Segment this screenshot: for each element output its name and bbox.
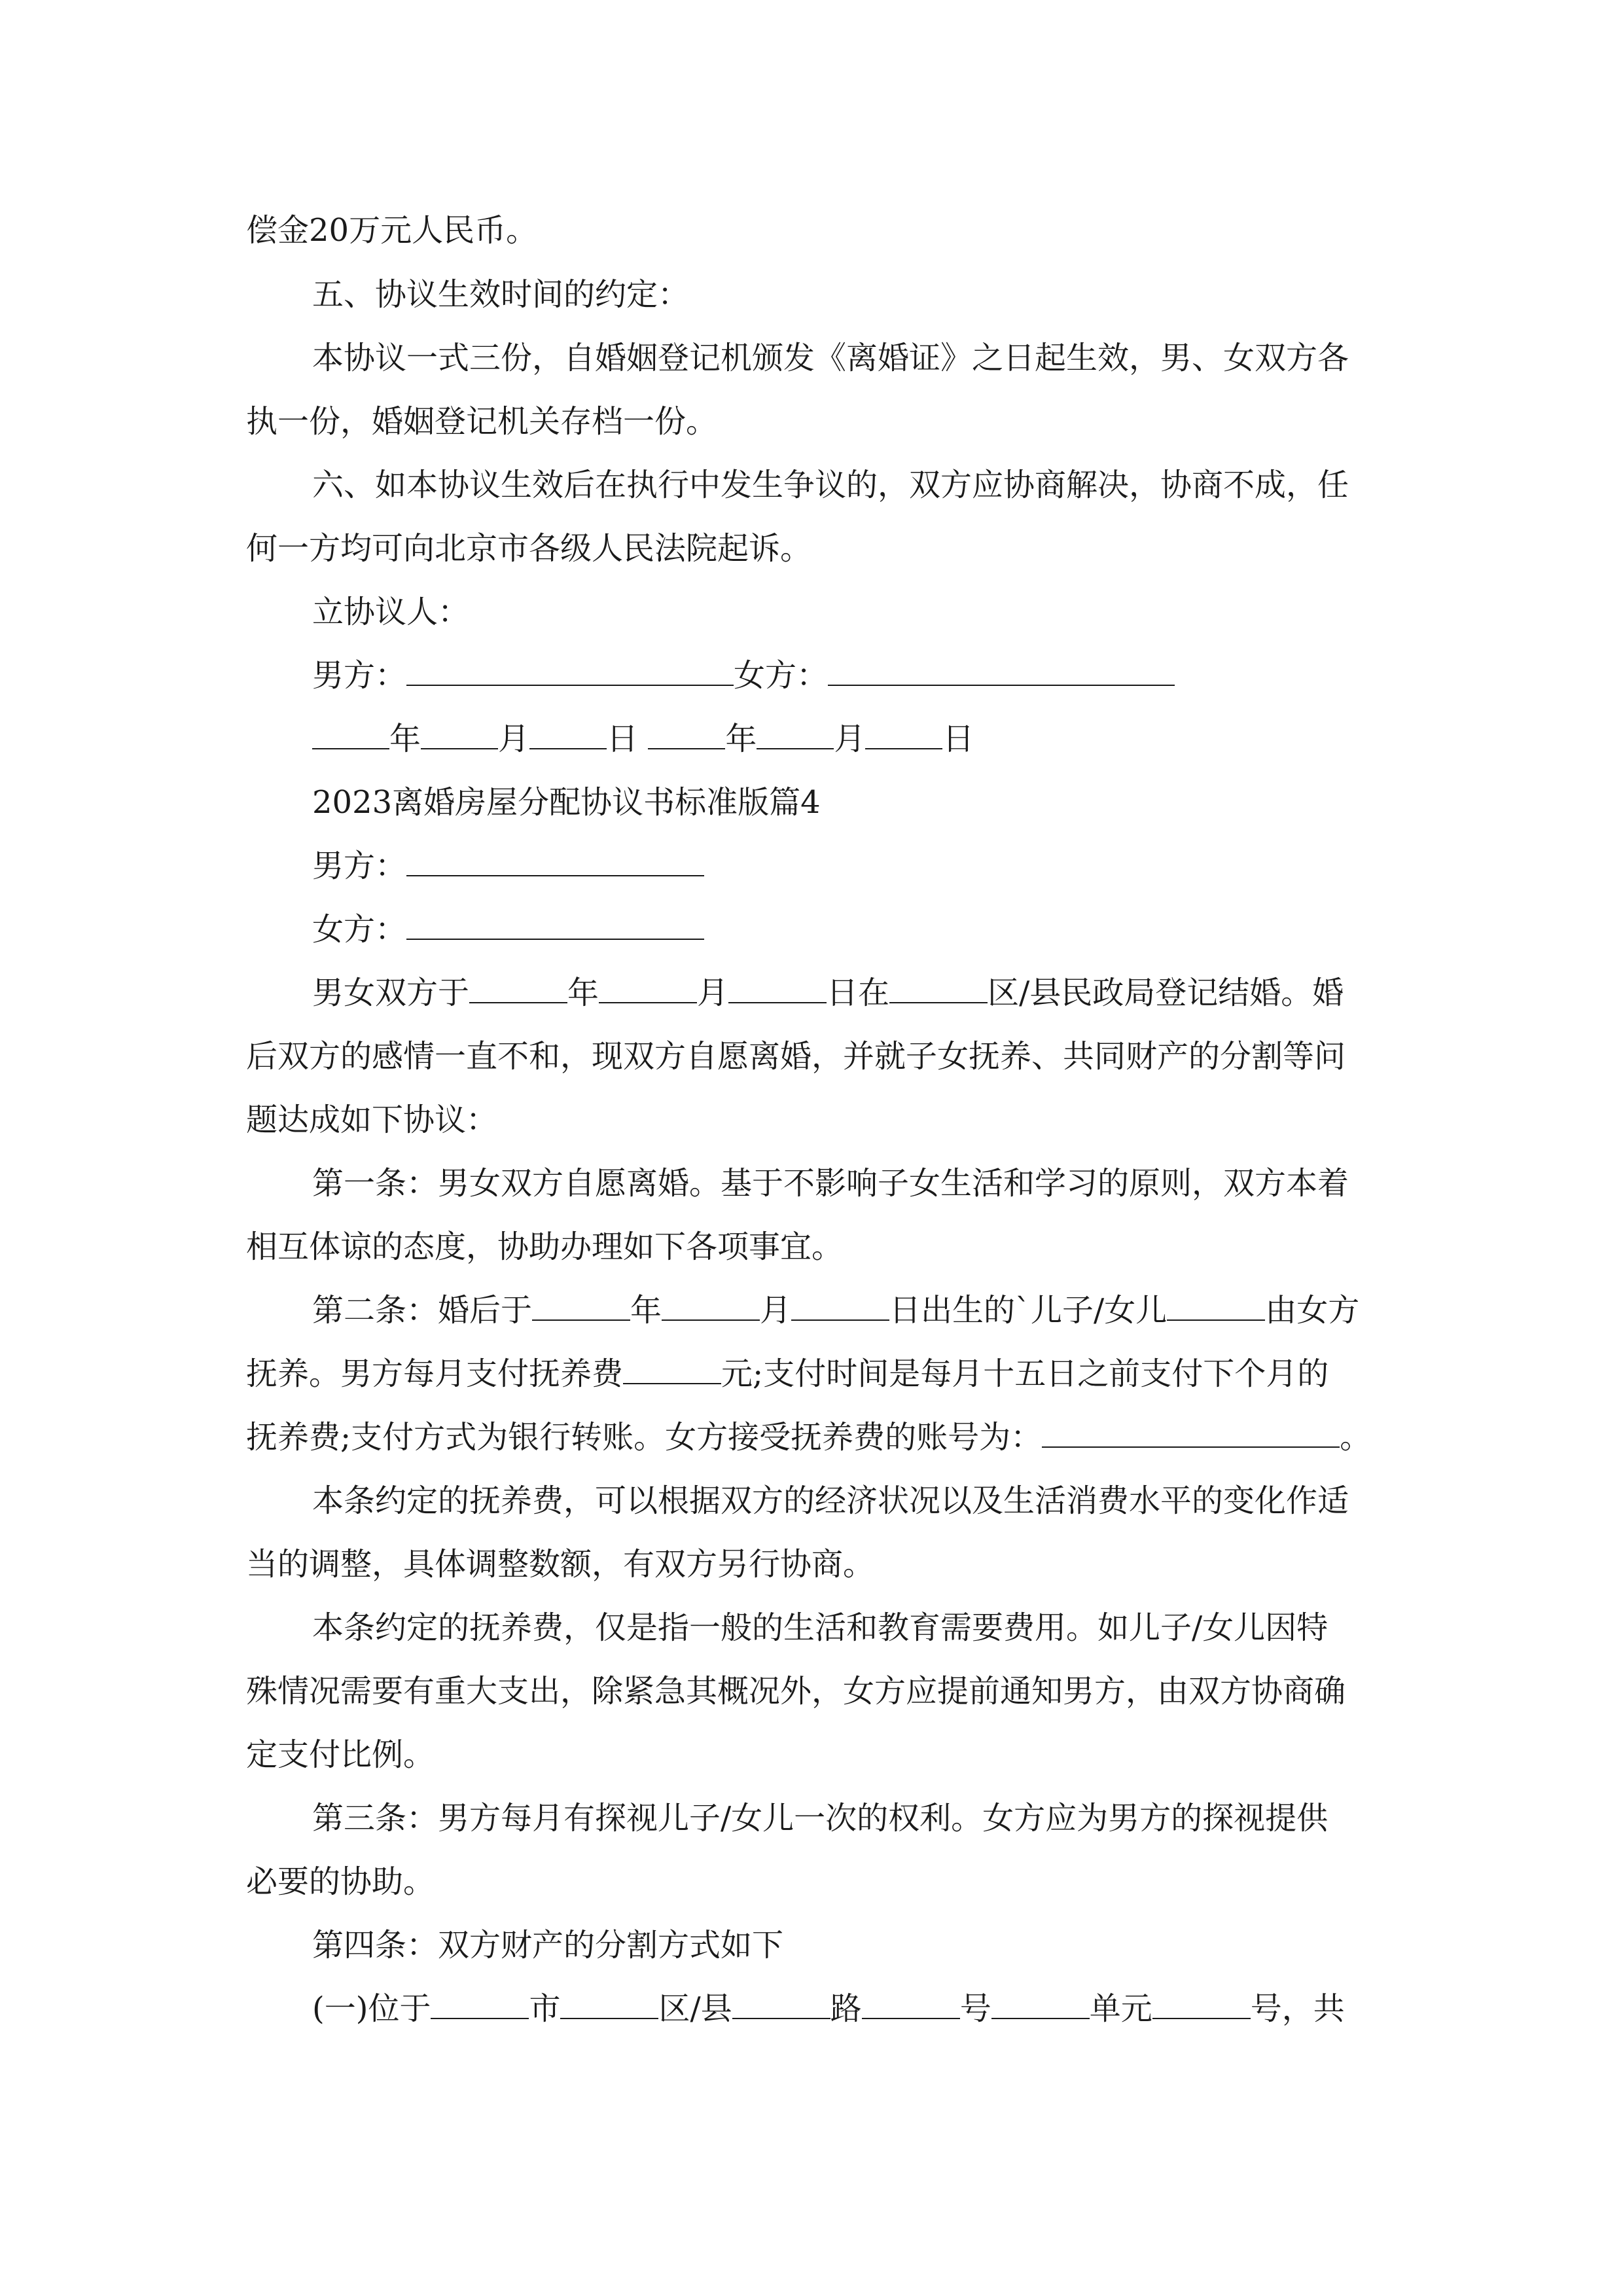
date-row — [312, 719, 974, 759]
fill-blank[interactable] — [599, 973, 697, 1003]
date-blank[interactable] — [648, 719, 725, 749]
fill-blank[interactable] — [791, 1291, 889, 1321]
party-male-blank[interactable] — [406, 846, 704, 876]
signatories-label: 立协议人： — [312, 594, 470, 630]
marriage-reg-line3: 题达成如下协议： — [246, 1102, 498, 1138]
marriage-reg-line2: 后双方的感情一直不和，现双方自愿离婚，并就子女抚养、共同财产的分割等问 — [246, 1038, 1346, 1075]
text-segment: 男女双方于 — [312, 975, 470, 1011]
fill-blank[interactable] — [469, 973, 567, 1003]
fill-blank[interactable] — [1152, 1989, 1251, 2019]
paragraph-effective-line1: 本协议一式三份，自婚姻登记机颁发《离婚证》之日起生效，男、女双方各 — [312, 340, 1349, 376]
article-2-line3 — [246, 1418, 1371, 1457]
fill-blank[interactable] — [732, 1989, 830, 2019]
date-year-label: 年 — [725, 721, 757, 757]
text-segment: 抚养。男方每月支付抚养费 — [246, 1355, 624, 1392]
male-signature-label: 男方： — [312, 657, 407, 694]
support-scope-line1: 本条约定的抚养费，仅是指一般的生活和教育需要费用。如儿子/女儿因特 — [312, 1609, 1329, 1646]
section-6-line1: 六、如本协议生效后在执行中发生争议的，双方应协商解决，协商不成，任 — [312, 467, 1349, 503]
date-year-label: 年 — [389, 721, 421, 757]
support-scope-line2: 殊情况需要有重大支出，除紧急其概况外，女方应提前通知男方，由双方协商确 — [246, 1673, 1346, 1710]
fill-blank[interactable] — [728, 973, 827, 1003]
article-1-line2: 相互体谅的态度，协助办理如下各项事宜。 — [246, 1229, 844, 1265]
text-segment: 第二条：婚后于 — [312, 1292, 533, 1329]
party-female-row — [312, 910, 704, 949]
fill-blank[interactable] — [532, 1291, 630, 1321]
paragraph-effective-line2: 执一份，婚姻登记机关存档一份。 — [246, 403, 718, 440]
fill-blank[interactable] — [431, 1989, 529, 2019]
text-segment: (一)位于 — [312, 1990, 431, 2027]
date-blank[interactable] — [421, 719, 498, 749]
paragraph-compensation: 偿金20万元人民币。 — [246, 212, 538, 249]
male-signature-blank[interactable] — [406, 656, 734, 686]
date-day-label: 日 — [942, 721, 974, 757]
text-segment: 路 — [830, 1990, 862, 2027]
fill-blank[interactable] — [662, 1291, 760, 1321]
text-segment: 区/县 — [658, 1990, 732, 2027]
support-adjust-line1: 本条约定的抚养费，可以根据双方的经济状况以及生活消费水平的变化作适 — [312, 1482, 1349, 1519]
fill-blank[interactable] — [1167, 1291, 1265, 1321]
text-segment: 。 — [1340, 1419, 1372, 1456]
section-6-line2: 何一方均可向北京市各级人民法院起诉。 — [246, 530, 812, 567]
text-segment: 元;支付时间是每月十五日之前支付下个月的 — [721, 1355, 1329, 1392]
text-segment: 区/县民政局登记结婚。婚 — [988, 975, 1344, 1011]
date-blank[interactable] — [757, 719, 834, 749]
party-male-label: 男方： — [312, 848, 407, 884]
article-2-line2 — [246, 1354, 1329, 1393]
text-segment: 年 — [567, 975, 599, 1011]
date-blank[interactable] — [312, 719, 389, 749]
account-number-blank[interactable] — [1042, 1418, 1340, 1448]
marriage-reg-line1 — [312, 973, 1344, 1013]
text-segment: 月 — [760, 1292, 792, 1329]
party-female-label: 女方： — [312, 911, 407, 948]
fill-blank[interactable] — [862, 1989, 960, 2019]
text-segment: 日出生的`儿子/女儿 — [889, 1292, 1168, 1329]
support-scope-line3: 定支付比例。 — [246, 1736, 435, 1773]
support-adjust-line2: 当的调整，具体调整数额，有双方另行协商。 — [246, 1546, 875, 1583]
text-segment: 日在 — [827, 975, 890, 1011]
fill-blank[interactable] — [560, 1989, 658, 2019]
article-3-line2: 必要的协助。 — [246, 1863, 435, 1900]
date-month-label: 月 — [498, 721, 530, 757]
text-segment: 号 — [959, 1990, 991, 2027]
date-blank[interactable] — [529, 719, 607, 749]
text-segment: 号，共 — [1250, 1990, 1345, 2027]
party-male-row — [312, 846, 704, 886]
text-segment: 月 — [697, 975, 729, 1011]
property-item-1 — [312, 1989, 1345, 2028]
section-5-heading: 五、协议生效时间的约定： — [312, 276, 690, 313]
date-day-label: 日 — [607, 721, 639, 757]
text-segment: 由女方 — [1265, 1292, 1360, 1329]
fill-blank[interactable] — [623, 1354, 721, 1384]
article-3-line1: 第三条：男方每月有探视儿子/女儿一次的权利。女方应为男方的探视提供 — [312, 1800, 1329, 1837]
article-2-line1 — [312, 1291, 1359, 1330]
party-female-blank[interactable] — [406, 910, 704, 940]
signature-row — [312, 656, 1175, 695]
text-segment: 抚养费;支付方式为银行转账。女方接受抚养费的账号为： — [246, 1419, 1043, 1456]
date-month-label: 月 — [834, 721, 866, 757]
fill-blank[interactable] — [991, 1989, 1090, 2019]
fill-blank[interactable] — [889, 973, 988, 1003]
date-blank[interactable] — [865, 719, 942, 749]
article-1-line1: 第一条：男女双方自愿离婚。基于不影响子女生活和学习的原则，双方本着 — [312, 1165, 1349, 1202]
female-signature-label: 女方： — [734, 657, 829, 694]
text-segment: 年 — [630, 1292, 662, 1329]
text-segment: 市 — [529, 1990, 561, 2027]
female-signature-blank[interactable] — [828, 656, 1175, 686]
section-heading-4: 2023离婚房屋分配协议书标准版篇4 — [312, 784, 821, 821]
text-segment: 单元 — [1089, 1990, 1152, 2027]
article-4-heading: 第四条：双方财产的分割方式如下 — [312, 1927, 784, 1964]
